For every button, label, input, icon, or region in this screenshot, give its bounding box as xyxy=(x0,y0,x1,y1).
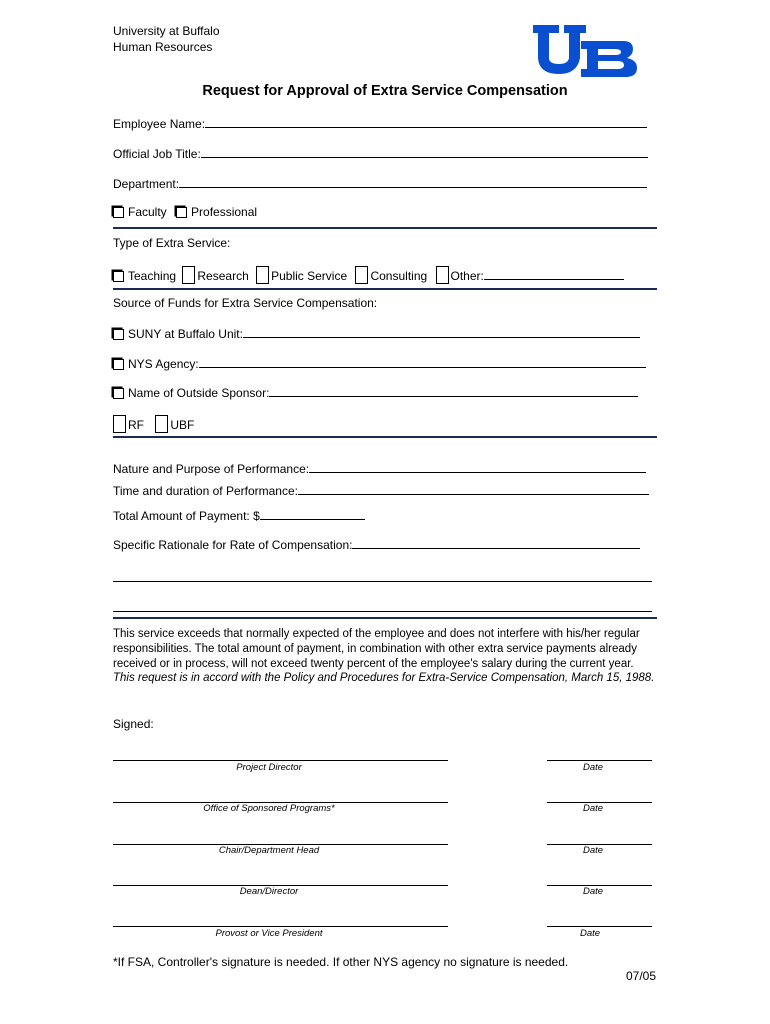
outside-sponsor-line[interactable] xyxy=(269,385,638,397)
employee-name-label: Employee Name: xyxy=(113,117,206,131)
job-title-label: Official Job Title: xyxy=(113,147,201,161)
ubf-label: UBF xyxy=(170,418,195,432)
policy-statement-text: This service exceeds that normally expected of the employee and does not interfere with his/her regular responsibilities. The total amount of payment, in combination with other extra service payments already received or in process, will not exceed twenty percent of the employee's salary during the current year. xyxy=(113,628,640,670)
suny-unit-line[interactable] xyxy=(243,326,640,338)
role-caption: Project Director xyxy=(236,762,302,773)
org-department: Human Resources xyxy=(113,40,213,54)
ubf-checkbox[interactable] xyxy=(155,415,168,433)
department-label: Department: xyxy=(113,177,180,191)
extra-service-label: Type of Extra Service: xyxy=(113,236,231,250)
ub-logo xyxy=(531,22,639,80)
job-title-line[interactable] xyxy=(201,146,648,158)
extra-service-options xyxy=(113,266,624,284)
policy-statement xyxy=(113,627,657,686)
employee-name-field[interactable] xyxy=(113,116,647,131)
outside-sponsor-label: Name of Outside Sponsor: xyxy=(128,386,270,400)
research-label: Research xyxy=(197,269,249,283)
nys-agency-checkbox[interactable] xyxy=(113,359,124,370)
nys-agency-line[interactable] xyxy=(199,356,646,368)
payment-line[interactable] xyxy=(260,508,365,520)
signature-line[interactable] xyxy=(113,926,448,927)
other-label: Other: xyxy=(450,269,484,283)
date-caption: Date xyxy=(579,928,601,939)
date-line[interactable] xyxy=(547,760,652,761)
section-divider xyxy=(113,288,657,290)
employee-name-line[interactable] xyxy=(205,116,647,128)
nature-field[interactable] xyxy=(113,461,646,476)
nys-agency-label: NYS Agency: xyxy=(128,357,199,371)
teaching-label: Teaching xyxy=(128,269,177,283)
date-caption: Date xyxy=(582,762,604,773)
nys-agency-field[interactable] xyxy=(113,356,646,371)
date-caption: Date xyxy=(582,845,604,856)
consulting-label: Consulting xyxy=(370,269,428,283)
payment-field[interactable] xyxy=(113,508,365,523)
footnote: *If FSA, Controller's signature is needed. If other NYS agency no signature is needed. xyxy=(113,955,569,969)
role-caption: Dean/Director xyxy=(239,886,299,897)
professional-checkbox[interactable] xyxy=(176,207,187,218)
department-line[interactable] xyxy=(179,176,647,188)
other-checkbox[interactable] xyxy=(436,266,449,284)
date-caption: Date xyxy=(582,886,604,897)
form-version: 07/05 xyxy=(626,969,657,983)
policy-statement-italic: This request is in accord with the Policy and Procedures for Extra-Service Compensation, March 15, 1988. xyxy=(113,672,655,685)
role-caption: Provost or Vice President xyxy=(215,928,323,939)
rf-label: RF xyxy=(128,418,144,432)
outside-sponsor-checkbox[interactable] xyxy=(113,388,124,399)
signed-label: Signed: xyxy=(113,717,154,731)
professional-label: Professional xyxy=(191,205,258,219)
payment-label: Total Amount of Payment: $ xyxy=(113,509,260,523)
date-caption: Date xyxy=(582,803,604,814)
rationale-label: Specific Rationale for Rate of Compensation: xyxy=(113,538,353,552)
section-divider xyxy=(113,227,657,229)
teaching-checkbox[interactable] xyxy=(113,271,124,282)
funds-label: Source of Funds for Extra Service Compensation: xyxy=(113,296,378,310)
time-duration-label: Time and duration of Performance: xyxy=(113,484,298,498)
role-caption: Office of Sponsored Programs* xyxy=(203,803,335,814)
public-service-label: Public Service xyxy=(271,269,348,283)
sponsor-type-row xyxy=(113,415,194,433)
faculty-checkbox[interactable] xyxy=(113,207,124,218)
public-service-checkbox[interactable] xyxy=(256,266,269,284)
nature-line[interactable] xyxy=(309,461,646,473)
job-title-field[interactable] xyxy=(113,146,648,161)
rationale-line[interactable] xyxy=(352,537,640,549)
consulting-checkbox[interactable] xyxy=(355,266,368,284)
org-name: University at Buffalo xyxy=(113,24,220,38)
suny-unit-label: SUNY at Buffalo Unit: xyxy=(128,327,243,341)
section-divider xyxy=(113,436,657,438)
department-field[interactable] xyxy=(113,176,647,191)
role-caption: Chair/Department Head xyxy=(218,845,320,856)
rationale-line-3[interactable] xyxy=(113,611,652,612)
employee-type-row xyxy=(113,205,257,219)
suny-unit-checkbox[interactable] xyxy=(113,329,124,340)
form-title: Request for Approval of Extra Service Compensation xyxy=(202,83,568,99)
time-duration-field[interactable] xyxy=(113,483,649,498)
section-divider xyxy=(113,617,657,619)
outside-sponsor-field[interactable] xyxy=(113,385,638,400)
rf-checkbox[interactable] xyxy=(113,415,126,433)
faculty-label: Faculty xyxy=(128,205,167,219)
rationale-field[interactable] xyxy=(113,537,640,552)
time-duration-line[interactable] xyxy=(298,483,649,495)
nature-label: Nature and Purpose of Performance: xyxy=(113,462,310,476)
research-checkbox[interactable] xyxy=(182,266,195,284)
signature-line[interactable] xyxy=(113,760,448,761)
suny-unit-field[interactable] xyxy=(113,326,640,341)
date-line[interactable] xyxy=(547,926,652,927)
other-line[interactable] xyxy=(484,268,624,280)
rationale-line-2[interactable] xyxy=(113,581,652,582)
